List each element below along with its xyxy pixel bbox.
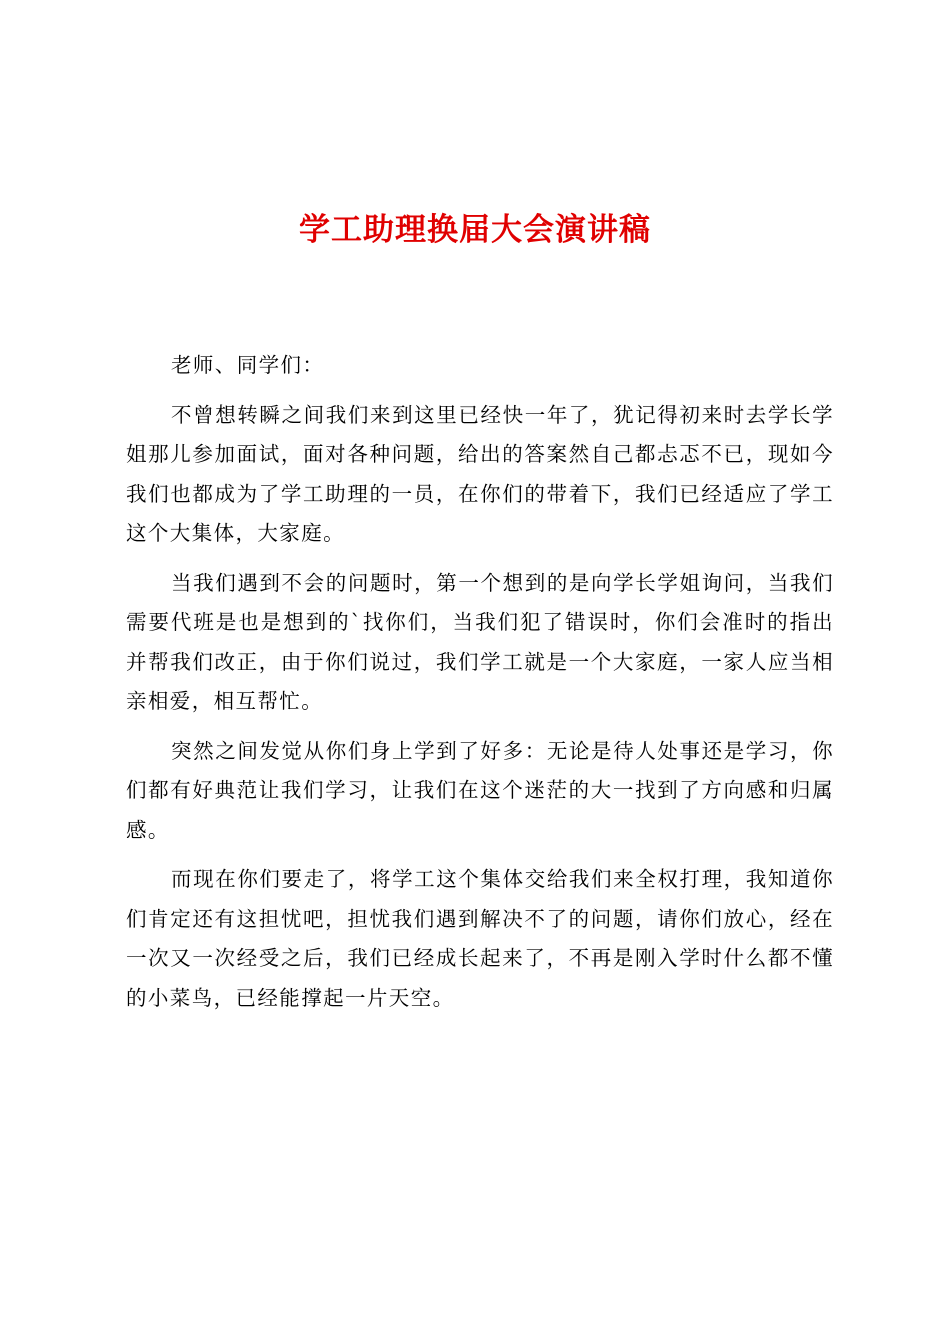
- paragraph-4: 而现在你们要走了，将学工这个集体交给我们来全权打理，我知道你们肯定还有这担忧吧，担忧我们遇到解决不了的问题，请你们放心，经在一次又一次经受之后，我们已经成长起来了，不再是刚入学时什么都不懂的小菜鸟，已经能撑起一片天空。: [126, 867, 834, 1010]
- paragraph-3: 突然之间发觉从你们身上学到了好多：无论是待人处事还是学习，你们都有好典范让我们学习，让我们在这个迷茫的大一找到了方向感和归属感。: [126, 738, 834, 842]
- salutation: 老师、同学们：: [171, 353, 325, 377]
- paragraph-2: 当我们遇到不会的问题时，第一个想到的是向学长学姐询问，当我们需要代班是也是想到的`找你们，当我们犯了错误时，你们会准时的指出并帮我们改正，由于你们说过，我们学工就是一个大家庭，一家人应当相亲相爱，相互帮忙。: [126, 570, 834, 713]
- document-body: [126, 346, 834, 1028]
- document-title: 学工助理换届大会演讲稿: [299, 212, 651, 248]
- paragraph-1: 不曾想转瞬之间我们来到这里已经快一年了，犹记得初来时去学长学姐那儿参加面试，面对各种问题，给出的答案然自己都忐忑不已，现如今我们也都成为了学工助理的一员，在你们的带着下，我们已经适应了学工这个大集体，大家庭。: [126, 402, 834, 545]
